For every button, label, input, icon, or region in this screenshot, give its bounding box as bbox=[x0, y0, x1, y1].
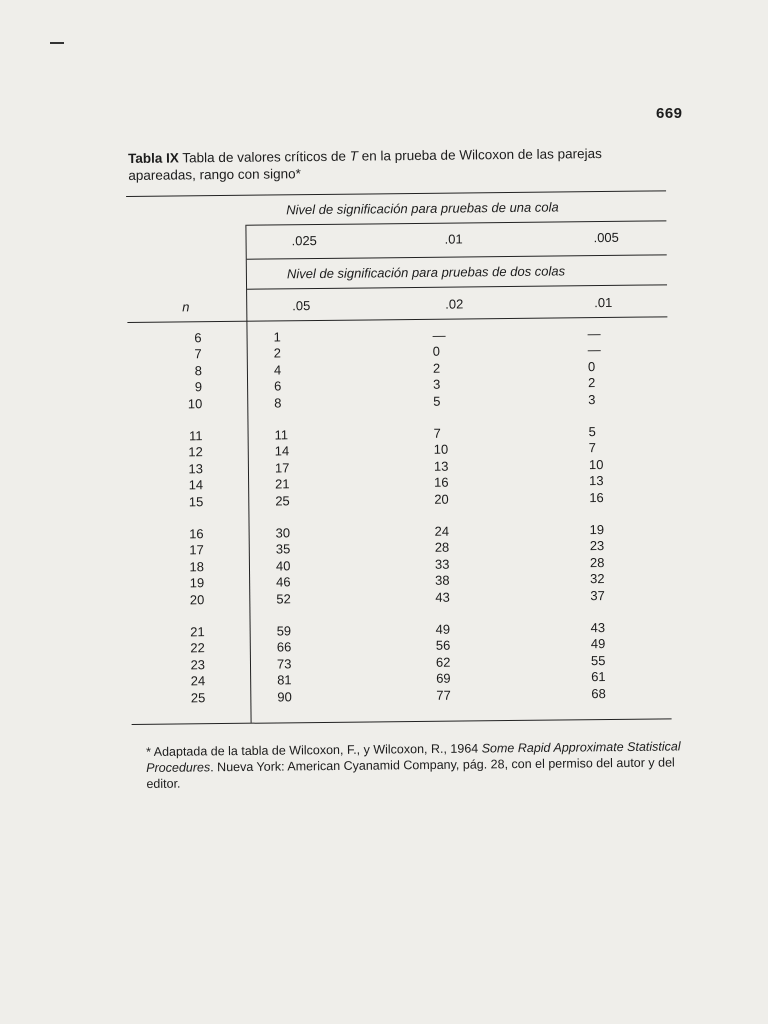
cell-n: 18 bbox=[189, 559, 205, 575]
cell-level-05: 40 bbox=[275, 558, 291, 574]
cell-level-01: 19 bbox=[589, 522, 605, 538]
cell-level-01: 28 bbox=[589, 554, 605, 570]
caption-text-after: en la prueba de Wilcoxon de las parejas apareadas, rango con signo* bbox=[128, 146, 602, 183]
two-tail-level-02: .02 bbox=[445, 296, 464, 312]
wilcoxon-table bbox=[126, 182, 672, 728]
header-bottom-rule bbox=[127, 316, 667, 323]
cell-level-02: 20 bbox=[434, 491, 449, 507]
cell-level-02: 0 bbox=[432, 344, 441, 360]
cell-level-01: 3 bbox=[588, 391, 596, 407]
cell-level-01: — bbox=[587, 326, 601, 342]
cell-level-01: 49 bbox=[590, 636, 606, 652]
cell-level-05: 17 bbox=[274, 460, 290, 476]
cell-level-05: 73 bbox=[276, 656, 292, 672]
cell-level-01: 7 bbox=[588, 440, 597, 456]
cell-n: 17 bbox=[189, 542, 204, 558]
cell-level-05: 46 bbox=[276, 574, 291, 590]
cell-n: 19 bbox=[189, 575, 205, 591]
cell-level-02: — bbox=[432, 327, 446, 343]
cell-level-02: 38 bbox=[435, 572, 450, 588]
cell-level-01: 10 bbox=[588, 456, 604, 472]
header-two-tail: Nivel de significación para pruebas de dos colas bbox=[286, 263, 566, 282]
cell-level-05: 30 bbox=[275, 525, 291, 541]
cell-level-02: 62 bbox=[435, 654, 451, 670]
footnote-after: . Nueva York: American Cyanamid Company, pág. 28, con el permiso del autor y del editor. bbox=[146, 755, 675, 791]
cell-level-01: 32 bbox=[590, 571, 605, 587]
cell-level-05: 52 bbox=[276, 590, 291, 607]
cell-level-01: 16 bbox=[589, 489, 604, 505]
one-tail-level-025: .025 bbox=[291, 233, 317, 249]
cell-level-02: 2 bbox=[432, 360, 441, 376]
one-tail-level-005: .005 bbox=[593, 229, 619, 246]
cell-level-02: 77 bbox=[436, 687, 451, 703]
cell-level-01: 55 bbox=[590, 652, 606, 668]
cell-level-02: 56 bbox=[435, 638, 451, 654]
cell-level-01: 2 bbox=[587, 375, 596, 391]
cell-level-05: 35 bbox=[275, 541, 291, 557]
cell-level-02: 28 bbox=[434, 540, 450, 556]
cell-level-05: 14 bbox=[274, 443, 290, 459]
cell-n: 11 bbox=[189, 428, 203, 444]
cell-level-05: 6 bbox=[274, 378, 282, 394]
two-tail-level-05: .05 bbox=[292, 298, 311, 314]
cell-level-01: — bbox=[587, 342, 601, 358]
header-two-tail-rule bbox=[247, 284, 667, 290]
cell-level-05: 2 bbox=[273, 345, 282, 361]
cell-level-05: 66 bbox=[276, 639, 292, 655]
cell-n: 24 bbox=[190, 673, 206, 689]
footnote bbox=[146, 738, 706, 792]
cell-level-02: 10 bbox=[433, 442, 449, 458]
cell-level-01: 37 bbox=[590, 587, 605, 603]
cell-level-01: 13 bbox=[589, 473, 604, 489]
caption-t-symbol: T bbox=[349, 148, 359, 164]
cell-level-02: 33 bbox=[434, 556, 450, 572]
footnote-before: * Adaptada de la tabla de Wilcoxon, F., y Wilcoxon, R., 1964 bbox=[146, 741, 482, 759]
cell-level-05: 4 bbox=[273, 362, 282, 378]
cell-level-01: 61 bbox=[591, 669, 606, 685]
cell-level-02: 49 bbox=[435, 621, 451, 637]
cell-level-01: 68 bbox=[591, 685, 606, 701]
cell-n: 8 bbox=[194, 363, 202, 379]
n-column-header: n bbox=[182, 299, 190, 315]
cell-n: 25 bbox=[190, 689, 206, 705]
cell-level-01: 5 bbox=[588, 424, 596, 440]
page-edge-mark bbox=[50, 42, 64, 44]
caption-text-before: Tabla de valores críticos de bbox=[182, 148, 350, 166]
header-levels-rule bbox=[247, 254, 667, 260]
cell-n: 20 bbox=[189, 591, 205, 607]
cell-level-02: 7 bbox=[433, 425, 441, 441]
cell-n: 6 bbox=[194, 330, 202, 346]
cell-level-05: 1 bbox=[273, 329, 281, 345]
table-caption bbox=[128, 144, 673, 184]
cell-level-05: 59 bbox=[276, 623, 292, 639]
cell-level-05: 90 bbox=[277, 688, 292, 705]
table-body bbox=[127, 324, 667, 705]
footnote-book-title: Some Rapid Approximate Statistical Procedures bbox=[146, 739, 681, 775]
cell-level-05: 11 bbox=[274, 427, 289, 443]
cell-n: 15 bbox=[188, 493, 204, 509]
cell-level-02: 16 bbox=[434, 474, 449, 490]
cell-n: 14 bbox=[188, 477, 204, 493]
cell-level-05: 81 bbox=[277, 672, 292, 688]
one-tail-level-01: .01 bbox=[444, 231, 463, 247]
cell-n: 21 bbox=[190, 624, 205, 640]
cell-n: 22 bbox=[190, 640, 205, 656]
cell-level-05: 25 bbox=[275, 492, 290, 509]
header-one-tail: Nivel de significación para pruebas de una cola bbox=[286, 199, 559, 218]
table-top-rule bbox=[126, 190, 666, 197]
cell-level-01: 43 bbox=[590, 620, 606, 636]
table-bottom-rule bbox=[132, 718, 672, 725]
cell-level-02: 13 bbox=[433, 458, 449, 474]
cell-level-02: 5 bbox=[433, 393, 441, 409]
cell-level-01: 23 bbox=[589, 538, 605, 554]
cell-n: 23 bbox=[190, 656, 206, 673]
cell-level-02: 43 bbox=[435, 589, 450, 605]
cell-level-02: 3 bbox=[432, 376, 441, 392]
table-label: Tabla IX bbox=[128, 150, 179, 166]
cell-n: 16 bbox=[189, 526, 204, 542]
cell-n: 13 bbox=[188, 461, 204, 477]
cell-level-05: 21 bbox=[275, 476, 290, 492]
cell-n: 7 bbox=[194, 346, 202, 362]
cell-level-02: 24 bbox=[434, 523, 450, 539]
cell-level-01: 0 bbox=[587, 358, 596, 374]
cell-level-02: 69 bbox=[436, 670, 451, 686]
cell-n: 12 bbox=[188, 444, 203, 460]
cell-n: 10 bbox=[187, 395, 203, 411]
cell-level-05: 8 bbox=[274, 394, 282, 411]
header-one-tail-rule bbox=[246, 220, 666, 226]
cell-n: 9 bbox=[194, 379, 203, 395]
page-number: 669 bbox=[656, 105, 683, 122]
two-tail-level-01: .01 bbox=[594, 294, 613, 311]
